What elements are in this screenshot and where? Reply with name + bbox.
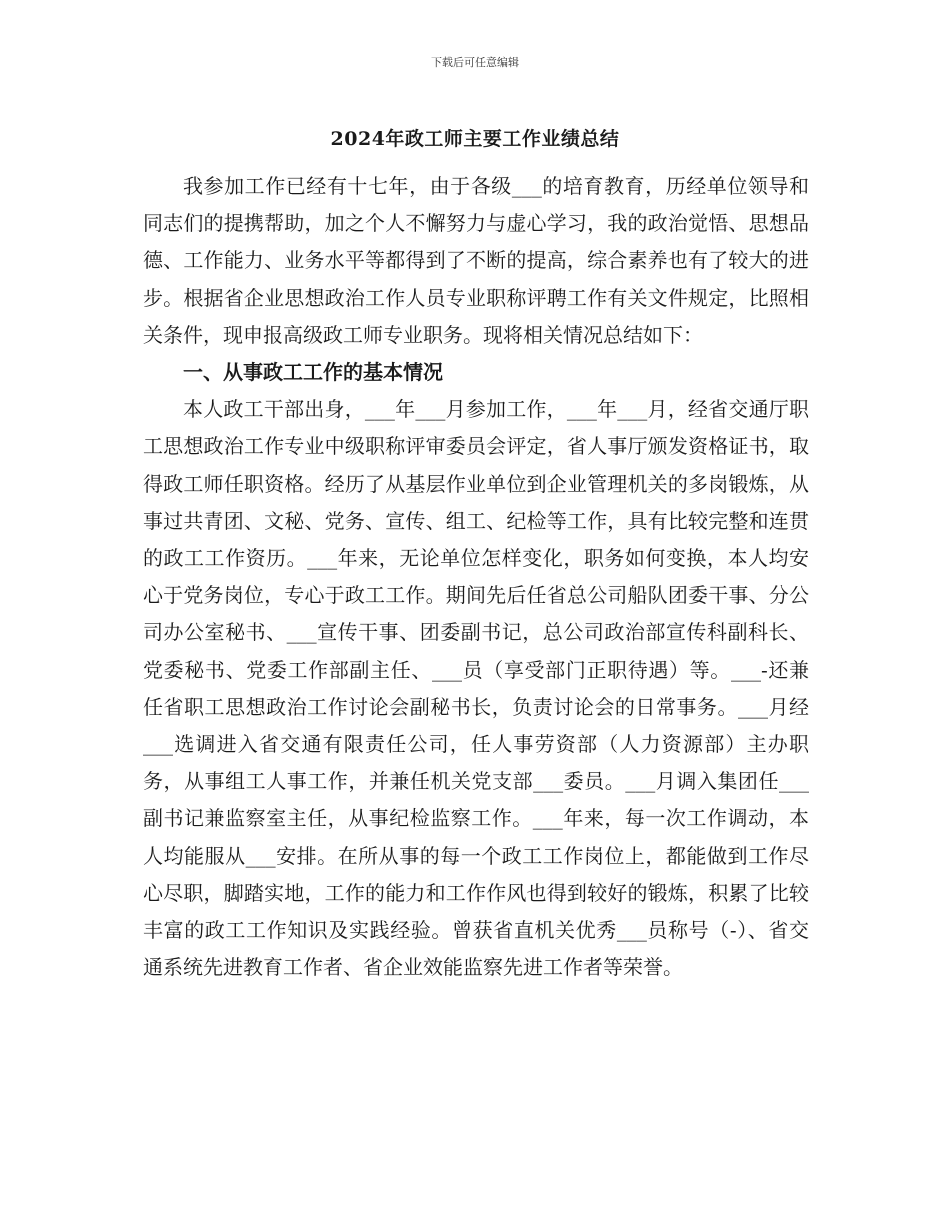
header-note: 下载后可任意编辑 [431, 56, 519, 69]
section-paragraph: 本人政工干部出身，___年___月参加工作，___年___月，经省交通厅职工思想政治工作专业中级职称评审委员会评定，省人事厅颁发资格证书，取得政工师任职资格。经历了从基层作业单位到企业管理机关的多岗锻炼，从事过共青团、文秘、党务、宣传、组工、纪检等工作，具有比较完整和连贯的政工工作资历。___年来，无论单位怎样变化，职务如何变换，本人均安心于党务岗位，专心于政工工作。期间先后任省总公司船队团委干事、分公司办公室秘书、___宣传干事、团委副书记，总公司政治部宣传科副科长、党委秘书、党委工作部副主任、___员（享受部门正职待遇）等。___-还兼任省职工思想政治工作讨论会副秘书长，负责讨论会的日常事务。___月经___选调进入省交通有限责任公司，任人事劳资部（人力资源部）主办职务，从事组工人事工作，并兼任机关党支部___委员。___月调入集团任___副书记兼监察室主任，从事纪检监察工作。___年来，每一次工作调动，本人均能服从___安排。在所从事的每一个政工工作岗位上，都能做到工作尽心尽职，脚踏实地，工作的能力和工作作风也得到较好的锻炼，积累了比较丰富的政工工作知识及实践经验。曾获省直机关优秀___员称号（-）、省交通系统先进教育工作者、省企业效能监察先进工作者等荣誉。 [143, 397, 809, 980]
section-heading: 一、从事政工工作的基本情况 [183, 360, 443, 385]
intro-paragraph: 我参加工作已经有十七年，由于各级___的培育教育，历经单位领导和同志们的提携帮助，加之个人不懈努力与虚心学习，我的政治觉悟、思想品德、工作能力、业务水平等都得到了不断的提高，综合素养也有了较大的进步。根据省企业思想政治工作人员专业职称评聘工作有关文件规定，比照相关条件，现申报高级政工师专业职务。现将相关情况总结如下： [143, 174, 809, 347]
document-title: 2024年政工师主要工作业绩总结 [330, 128, 620, 150]
document-body [143, 168, 809, 986]
